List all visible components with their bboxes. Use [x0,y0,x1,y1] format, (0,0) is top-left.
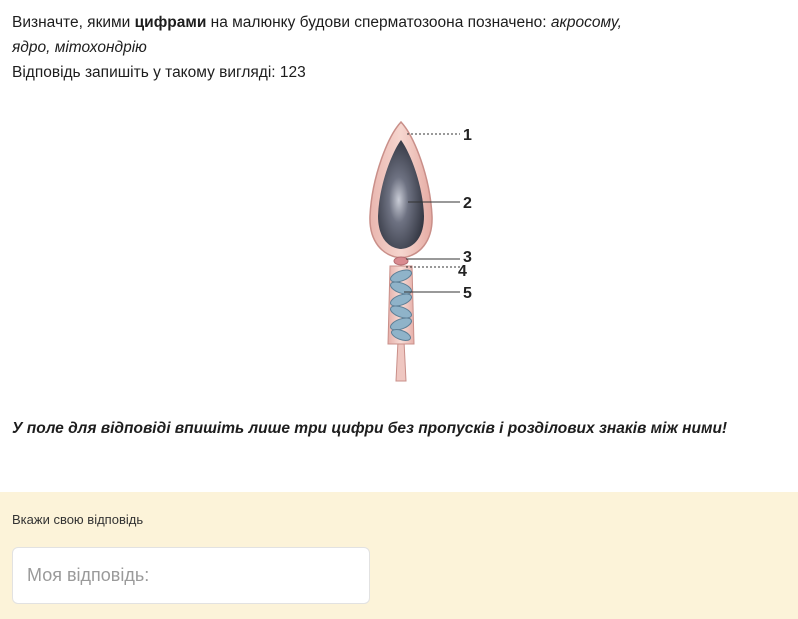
tail [396,341,406,381]
question-italic-terms: ядро, мітохондрію [12,39,147,56]
question-line-1 [12,10,792,35]
question-line-3: Відповідь запишіть у такому вигляді: 123 [12,64,306,81]
figure-label-2: 2 [463,195,472,212]
question-text [12,10,792,85]
answer-instruction: У поле для відповіді впишіть лише три цифри без пропусків і розділових знаків між ними! [12,420,728,437]
question-bold-word: цифрами [134,14,207,31]
figure-label-4: 4 [458,263,467,280]
question-text-part: на малюнку будови сперматозоона позначено: [206,14,551,31]
figure-label-5: 5 [463,285,472,302]
figure-label-3: 3 [463,249,472,266]
figure-label-1: 1 [463,127,472,144]
centriole [394,257,408,265]
question-text-part: Визначте, якими [12,14,135,31]
question-line-2 [12,35,792,60]
answer-panel-title: Вкажи свою відповідь [12,512,144,527]
sperm-structure-figure [360,116,490,386]
question-italic-term: акросому, [550,14,622,31]
answer-input[interactable] [12,547,370,604]
answer-panel [0,492,798,619]
sperm-diagram [360,116,490,386]
